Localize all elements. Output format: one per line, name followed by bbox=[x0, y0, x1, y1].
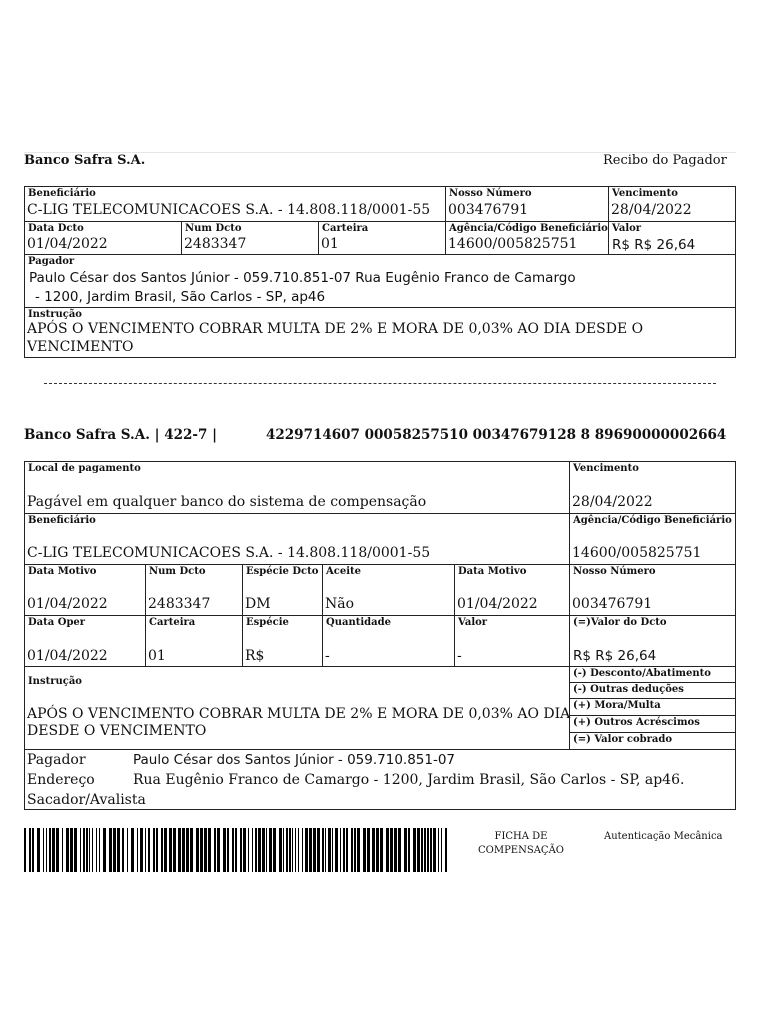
slip-especie-dcto-cell bbox=[242, 564, 323, 616]
barcode-bar bbox=[413, 828, 416, 872]
receipt-data-dcto-cell bbox=[24, 221, 182, 255]
slip-valor-label: Valor bbox=[458, 617, 488, 628]
barcode-bar bbox=[46, 828, 47, 872]
barcode-bar bbox=[317, 828, 320, 872]
slip-aceite-label: Aceite bbox=[326, 566, 361, 577]
barcode-bar bbox=[208, 828, 211, 872]
receipt-beneficiario-value: C-LIG TELECOMUNICACOES S.A. - 14.808.118/0001-55 bbox=[27, 202, 431, 218]
barcode-bar bbox=[74, 828, 77, 872]
barcode-bar bbox=[279, 828, 282, 872]
slip-data-oper-value: 01/04/2022 bbox=[27, 648, 108, 664]
barcode-bar bbox=[283, 828, 284, 872]
slip-data-oper-label: Data Oper bbox=[28, 617, 86, 628]
barcode-bar bbox=[178, 828, 181, 872]
receipt-instrucao-label: Instrução bbox=[28, 309, 82, 320]
barcode-bar bbox=[96, 828, 97, 872]
barcode-bar bbox=[346, 828, 348, 872]
slip-num-dcto-label: Num Dcto bbox=[149, 566, 206, 577]
slip-valor-cobrado-cell bbox=[569, 732, 736, 750]
barcode-bar bbox=[232, 828, 234, 872]
barcode-bar bbox=[433, 828, 436, 872]
barcode-bar bbox=[404, 828, 407, 872]
receipt-beneficiario-cell bbox=[24, 186, 446, 222]
barcode-bar bbox=[86, 828, 88, 872]
barcode-bar bbox=[398, 828, 401, 872]
slip-data-motivo2-value: 01/04/2022 bbox=[457, 596, 538, 612]
slip-pagador-value: Paulo César dos Santos Júnior - 059.710.851-07 bbox=[133, 752, 456, 768]
slip-data-motivo-label: Data Motivo bbox=[28, 566, 97, 577]
barcode-bar bbox=[340, 828, 341, 872]
barcode-bar bbox=[227, 828, 229, 872]
barcode-bar bbox=[295, 828, 296, 872]
barcode-bar bbox=[190, 828, 193, 872]
barcode-bar bbox=[313, 828, 316, 872]
barcode-bar bbox=[351, 828, 353, 872]
barcode-bar bbox=[343, 828, 345, 872]
receipt-pagador-line1: Paulo César dos Santos Júnior - 059.710.851-07 Rua Eugênio Franco de Camargo bbox=[29, 270, 576, 286]
receipt-agencia-label: Agência/Código Beneficiário bbox=[449, 223, 608, 234]
barcode-bar bbox=[173, 828, 176, 872]
barcode-bar bbox=[394, 828, 397, 872]
barcode-bar bbox=[29, 828, 31, 872]
receipt-agencia-value: 14600/005825751 bbox=[448, 236, 578, 252]
slip-vencimento-cell bbox=[569, 461, 736, 514]
receipt-pagador-label: Pagador bbox=[28, 256, 75, 267]
slip-instrucao-label: Instrução bbox=[28, 676, 82, 687]
slip-data-motivo-value: 01/04/2022 bbox=[27, 596, 108, 612]
barcode-bar bbox=[332, 828, 333, 872]
barcode-bar bbox=[255, 828, 257, 872]
receipt-instrucao-cell bbox=[24, 307, 736, 358]
receipt-instrucao-line2: VENCIMENTO bbox=[27, 339, 134, 355]
autenticacao-mecanica: Autenticação Mecânica bbox=[604, 831, 723, 842]
slip-num-dcto-cell bbox=[145, 564, 243, 616]
slip-data-motivo2-cell bbox=[454, 564, 570, 616]
slip-desconto-cell bbox=[569, 666, 736, 683]
barcode-bar bbox=[127, 828, 128, 872]
barcode-bar bbox=[386, 828, 389, 872]
receipt-nosso-numero-label: Nosso Número bbox=[449, 188, 532, 199]
receipt-vencimento-label: Vencimento bbox=[612, 188, 678, 199]
barcode-bar bbox=[372, 828, 375, 872]
slip-digitable-line: 4229714607 00058257510 00347679128 8 89690000002664 bbox=[266, 427, 727, 443]
barcode-bar bbox=[286, 828, 288, 872]
slip-local-pagamento-value: Pagável em qualquer banco do sistema de compensação bbox=[27, 494, 427, 510]
barcode-bar bbox=[56, 828, 59, 872]
barcode-bar bbox=[243, 828, 246, 872]
slip-quantidade-value: - bbox=[325, 648, 330, 664]
barcode-bar bbox=[252, 828, 253, 872]
barcode-bar bbox=[273, 828, 276, 872]
barcode-bar bbox=[417, 828, 420, 872]
barcode-bar bbox=[335, 828, 338, 872]
barcode-bar bbox=[292, 828, 293, 872]
barcode-bar bbox=[305, 828, 308, 872]
slip-sacador-label: Sacador/Avalista bbox=[27, 792, 146, 808]
barcode-bar bbox=[49, 828, 51, 872]
slip-valor-dcto-label: (=)Valor do Dcto bbox=[573, 617, 667, 628]
receipt-title: Recibo do Pagador bbox=[603, 153, 727, 168]
slip-especie-dcto-label: Espécie Dcto bbox=[246, 566, 319, 577]
slip-agencia-label: Agência/Código Beneficiário bbox=[573, 515, 732, 526]
slip-outros-acrescimos-label: (+) Outros Acréscimos bbox=[573, 717, 700, 728]
barcode-bar bbox=[196, 828, 199, 872]
barcode-bar bbox=[328, 828, 331, 872]
barcode-bar bbox=[103, 828, 106, 872]
barcode-bar bbox=[223, 828, 226, 872]
receipt-nosso-numero-value: 003476791 bbox=[448, 202, 529, 218]
ficha-line2: COMPENSAÇÃO bbox=[477, 845, 564, 856]
receipt-beneficiario-label: Beneficiário bbox=[28, 188, 96, 199]
slip-data-motivo2-label: Data Motivo bbox=[458, 566, 527, 577]
receipt-valor-cell bbox=[608, 221, 736, 255]
barcode-bar bbox=[214, 828, 216, 872]
ficha-line1: FICHA DE bbox=[494, 831, 548, 842]
barcode-bar bbox=[262, 828, 265, 872]
barcode-bar bbox=[109, 828, 112, 872]
receipt-valor-value: R$ R$ 26,64 bbox=[612, 237, 696, 253]
barcode-bar bbox=[325, 828, 326, 872]
barcode-bar bbox=[266, 828, 267, 872]
barcode-bar bbox=[32, 828, 34, 872]
receipt-carteira-value: 01 bbox=[321, 236, 339, 252]
barcode-bar bbox=[148, 828, 150, 872]
barcode-bar bbox=[80, 828, 81, 872]
barcode-bar bbox=[200, 828, 203, 872]
receipt-data-dcto-value: 01/04/2022 bbox=[27, 236, 108, 252]
barcode-bar bbox=[113, 828, 116, 872]
slip-aceite-value: Não bbox=[325, 596, 355, 612]
slip-beneficiario-cell bbox=[24, 513, 570, 565]
barcode-bar bbox=[182, 828, 185, 872]
barcode-bar bbox=[70, 828, 73, 872]
slip-vencimento-label: Vencimento bbox=[573, 463, 639, 474]
barcode-bar bbox=[99, 828, 100, 872]
receipt-pagador-line2: - 1200, Jardim Brasil, São Carlos - SP, ap46 bbox=[35, 289, 326, 305]
slip-outras-deducoes-label: (-) Outras deduções bbox=[573, 684, 684, 695]
slip-especie-value: R$ bbox=[245, 648, 265, 664]
slip-beneficiario-label: Beneficiário bbox=[28, 515, 96, 526]
receipt-vencimento-value: 28/04/2022 bbox=[611, 202, 692, 218]
barcode-bar bbox=[240, 828, 242, 872]
barcode-bar bbox=[62, 828, 63, 872]
barcode-bar bbox=[92, 828, 93, 872]
barcode-bar bbox=[153, 828, 155, 872]
slip-vencimento-value: 28/04/2022 bbox=[572, 494, 653, 510]
slip-bank-header: Banco Safra S.A. | 422-7 | bbox=[24, 427, 218, 443]
barcode-bar bbox=[89, 828, 90, 872]
barcode-bar bbox=[424, 828, 426, 872]
slip-agencia-cell bbox=[569, 513, 736, 565]
slip-especie-dcto-value: DM bbox=[245, 596, 271, 612]
slip-desconto-label: (-) Desconto/Abatimento bbox=[573, 668, 711, 679]
receipt-pagador-cell bbox=[24, 254, 736, 308]
barcode-bar bbox=[269, 828, 272, 872]
barcode-bar bbox=[445, 828, 447, 872]
slip-instrucao-line1: APÓS O VENCIMENTO COBRAR MULTA DE 2% E MORA DE 0,03% AO DIA bbox=[27, 706, 571, 722]
barcode-bar bbox=[131, 828, 134, 872]
barcode-bar bbox=[137, 828, 138, 872]
receipt-nosso-numero-cell bbox=[445, 186, 609, 222]
receipt-data-dcto-label: Data Dcto bbox=[28, 223, 84, 234]
slip-outras-deducoes-cell bbox=[569, 682, 736, 699]
barcode-bar bbox=[161, 828, 163, 872]
barcode-bar bbox=[186, 828, 189, 872]
slip-nosso-numero-label: Nosso Número bbox=[573, 566, 656, 577]
barcode-bar bbox=[217, 828, 220, 872]
slip-data-motivo-cell bbox=[24, 564, 146, 616]
cut-line bbox=[44, 383, 716, 384]
barcode-bar bbox=[376, 828, 379, 872]
barcode-bar bbox=[302, 828, 303, 872]
barcode-bar bbox=[83, 828, 85, 872]
barcode-bar bbox=[122, 828, 124, 872]
barcode bbox=[24, 828, 448, 872]
slip-instrucao-line2: DESDE O VENCIMENTO bbox=[27, 723, 207, 739]
slip-quantidade-label: Quantidade bbox=[326, 617, 391, 628]
barcode-bar bbox=[66, 828, 69, 872]
slip-carteira-cell bbox=[145, 615, 243, 667]
receipt-num-dcto-label: Num Dcto bbox=[185, 223, 242, 234]
barcode-bar bbox=[258, 828, 261, 872]
slip-carteira-value: 01 bbox=[148, 648, 166, 664]
receipt-num-dcto-cell bbox=[181, 221, 319, 255]
slip-endereco-value: Rua Eugênio Franco de Camargo - 1200, Jardim Brasil, São Carlos - SP, ap46. bbox=[133, 772, 685, 788]
barcode-bar bbox=[117, 828, 120, 872]
receipt-agencia-cell bbox=[445, 221, 609, 255]
slip-agencia-value: 14600/005825751 bbox=[572, 545, 702, 561]
barcode-bar bbox=[140, 828, 143, 872]
barcode-bar bbox=[204, 828, 207, 872]
receipt-vencimento-cell bbox=[608, 186, 736, 222]
slip-nosso-numero-cell bbox=[569, 564, 736, 616]
slip-beneficiario-value: C-LIG TELECOMUNICACOES S.A. - 14.808.118/0001-55 bbox=[27, 545, 431, 561]
slip-instrucao-cell bbox=[24, 666, 570, 750]
barcode-bar bbox=[309, 828, 312, 872]
slip-valor-value: - bbox=[457, 648, 462, 664]
slip-carteira-label: Carteira bbox=[149, 617, 196, 628]
ficha-compensacao-label bbox=[468, 830, 574, 858]
barcode-bar bbox=[367, 828, 370, 872]
slip-valor-dcto-cell bbox=[569, 615, 736, 667]
slip-pagador-cell bbox=[24, 749, 736, 810]
barcode-bar bbox=[169, 828, 172, 872]
barcode-bar bbox=[421, 828, 423, 872]
slip-num-dcto-value: 2483347 bbox=[148, 596, 211, 612]
barcode-bar bbox=[235, 828, 237, 872]
barcode-bar bbox=[164, 828, 167, 872]
barcode-bar bbox=[145, 828, 146, 872]
barcode-bar bbox=[408, 828, 410, 872]
slip-quantidade-cell bbox=[322, 615, 455, 667]
receipt-valor-label: Valor bbox=[612, 223, 642, 234]
barcode-bar bbox=[24, 828, 26, 872]
slip-pagador-label: Pagador bbox=[27, 752, 86, 768]
slip-aceite-cell bbox=[322, 564, 455, 616]
barcode-bar bbox=[438, 828, 439, 872]
slip-mora-multa-cell bbox=[569, 698, 736, 716]
slip-outros-acrescimos-cell bbox=[569, 715, 736, 733]
receipt-bank-name: Banco Safra S.A. bbox=[24, 153, 146, 168]
barcode-bar bbox=[322, 828, 324, 872]
slip-endereco-label: Endereço bbox=[27, 772, 95, 788]
slip-local-pagamento-label: Local de pagamento bbox=[28, 463, 141, 474]
barcode-bar bbox=[357, 828, 360, 872]
slip-mora-multa-label: (+) Mora/Multa bbox=[573, 700, 661, 711]
barcode-bar bbox=[289, 828, 291, 872]
barcode-bar bbox=[248, 828, 249, 872]
barcode-bar bbox=[37, 828, 40, 872]
barcode-bar bbox=[363, 828, 366, 872]
slip-especie-label: Espécie bbox=[246, 617, 289, 628]
barcode-bar bbox=[298, 828, 299, 872]
barcode-bar bbox=[441, 828, 442, 872]
receipt-carteira-label: Carteira bbox=[322, 223, 369, 234]
barcode-bar bbox=[427, 828, 429, 872]
receipt-carteira-cell bbox=[318, 221, 446, 255]
barcode-bar bbox=[354, 828, 356, 872]
barcode-bar bbox=[380, 828, 383, 872]
slip-nosso-numero-value: 003476791 bbox=[572, 596, 653, 612]
slip-valor-cell bbox=[454, 615, 570, 667]
barcode-bar bbox=[43, 828, 44, 872]
barcode-bar bbox=[52, 828, 55, 872]
receipt-num-dcto-value: 2483347 bbox=[184, 236, 247, 252]
barcode-bar bbox=[156, 828, 158, 872]
receipt-instrucao-line1: APÓS O VENCIMENTO COBRAR MULTA DE 2% E MORA DE 0,03% AO DIA DESDE O bbox=[27, 321, 644, 337]
slip-valor-dcto-value: R$ R$ 26,64 bbox=[573, 648, 657, 664]
slip-valor-cobrado-label: (=) Valor cobrado bbox=[573, 734, 673, 745]
barcode-bar bbox=[430, 828, 432, 872]
slip-especie-cell bbox=[242, 615, 323, 667]
barcode-bar bbox=[390, 828, 393, 872]
slip-data-oper-cell bbox=[24, 615, 146, 667]
slip-local-pagamento-cell bbox=[24, 461, 570, 514]
